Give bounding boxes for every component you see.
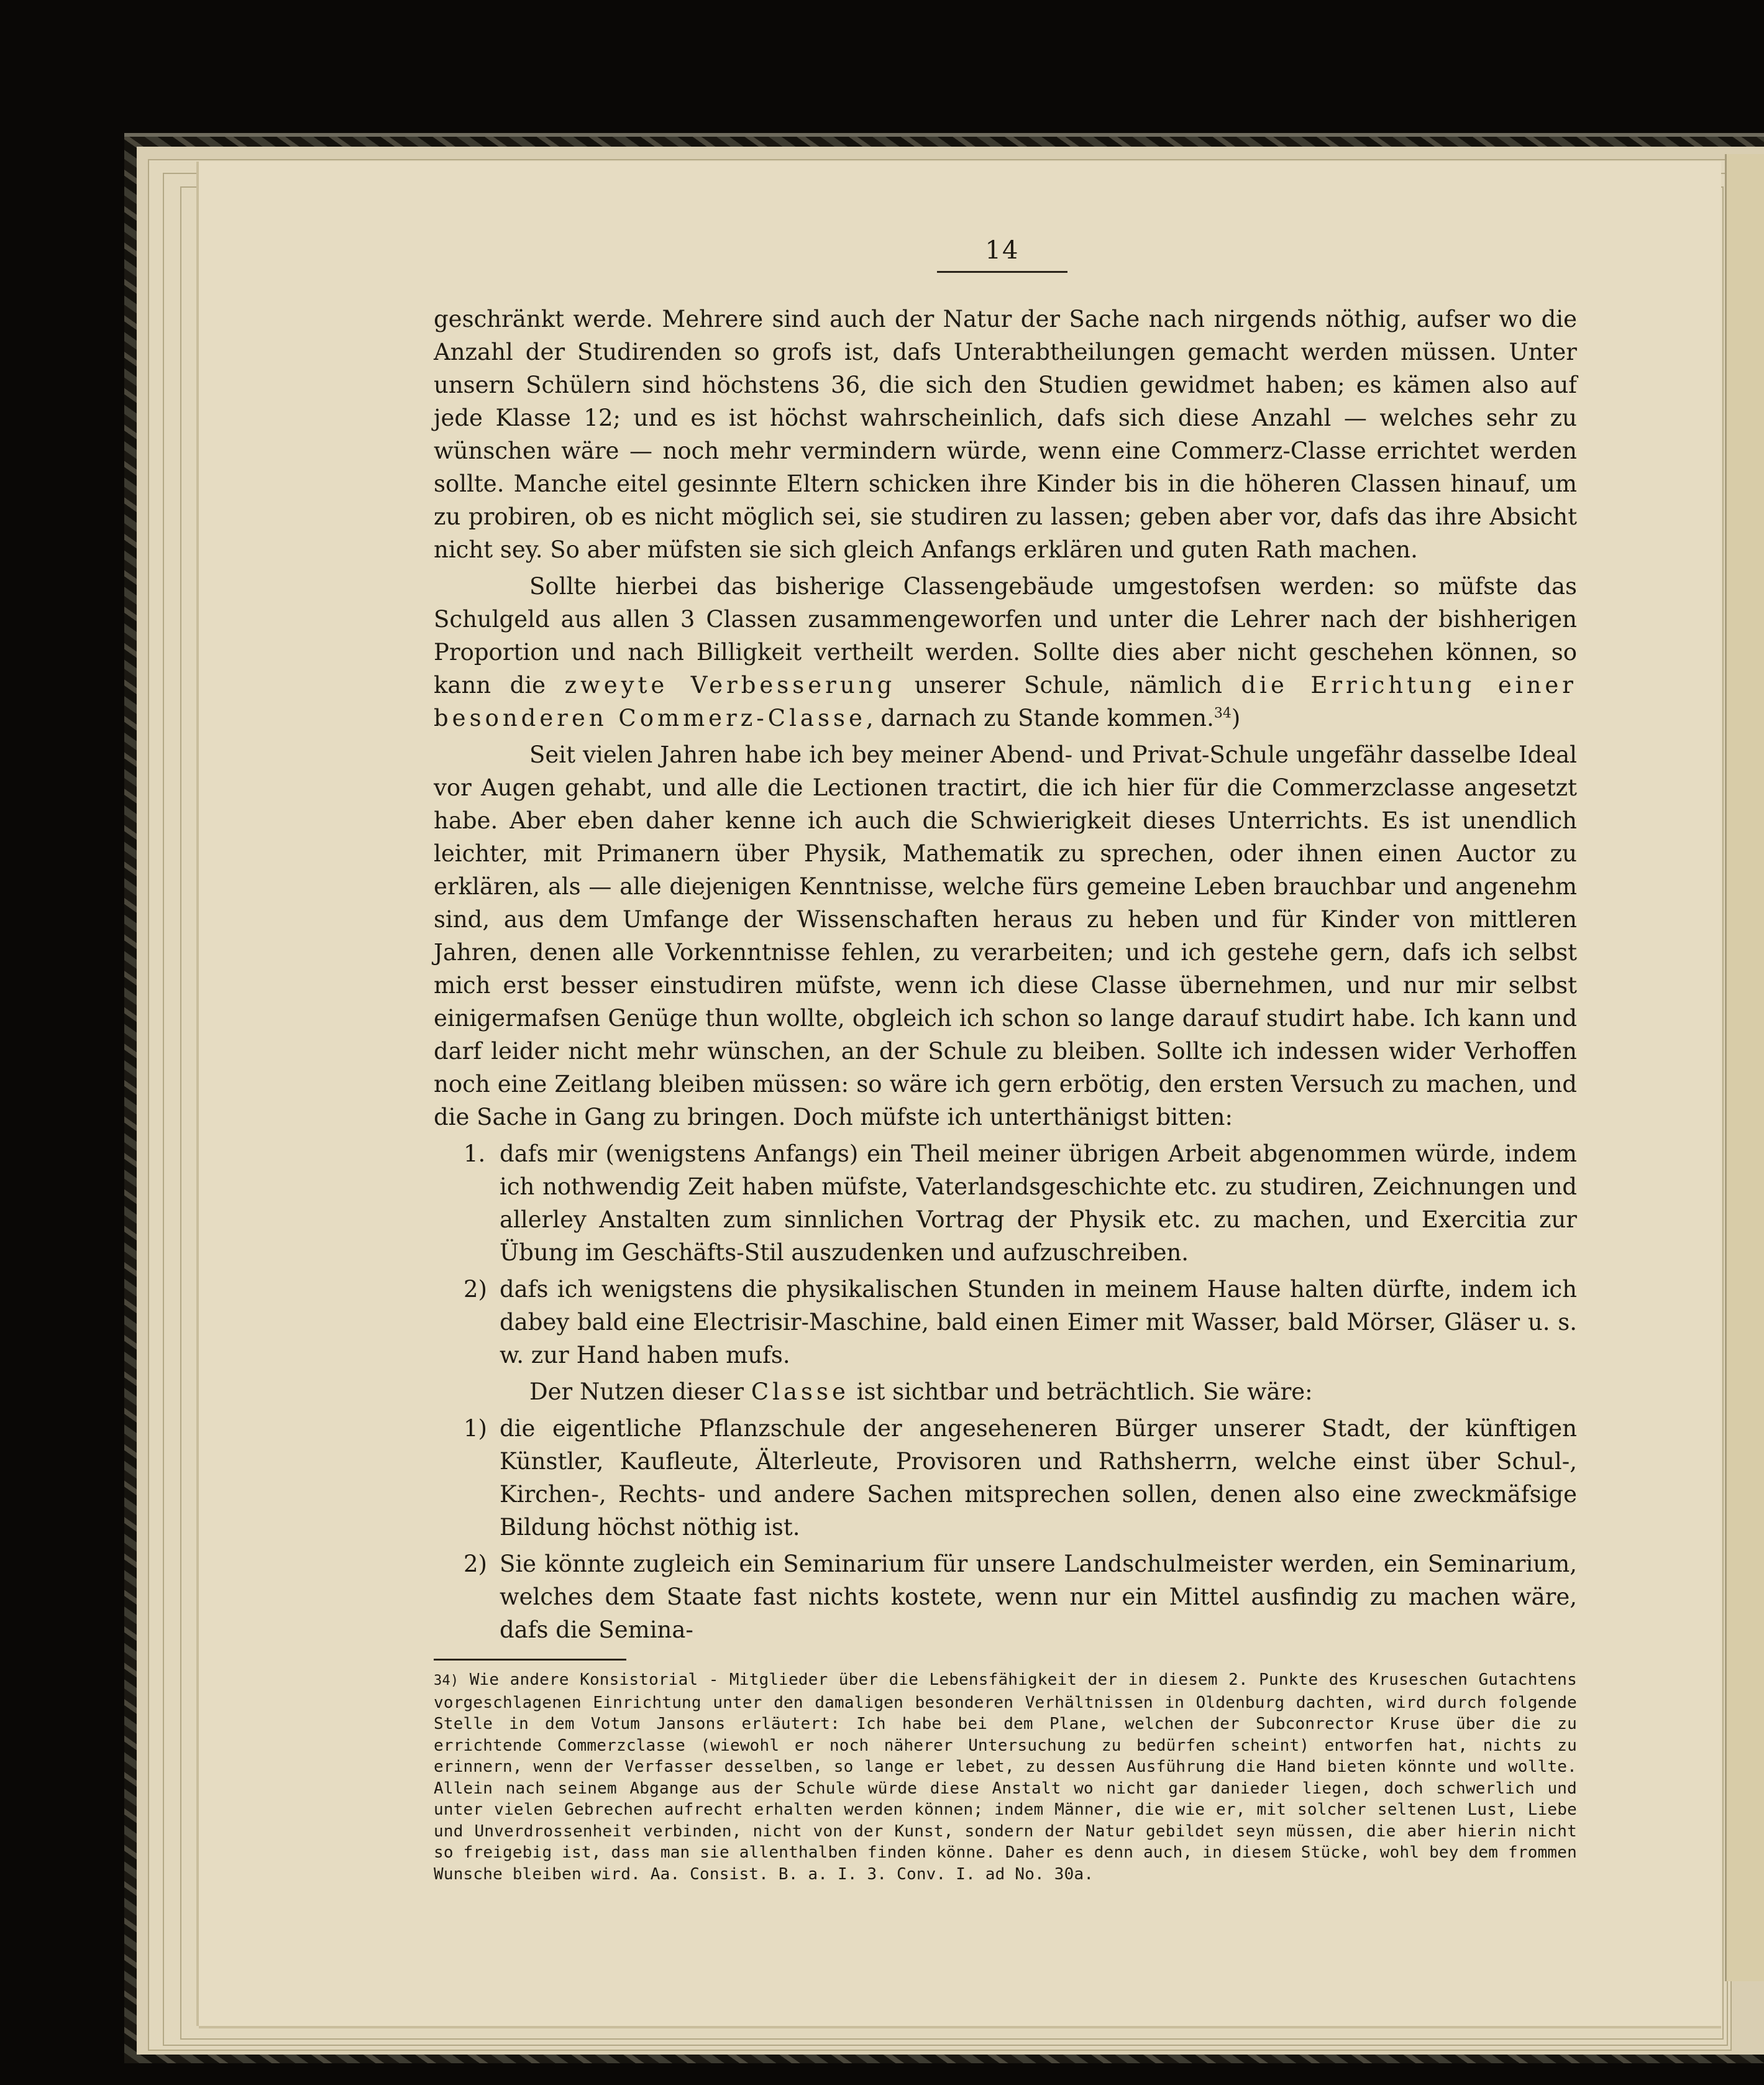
page-content [434,236,1577,1885]
list-item [434,1547,1577,1646]
paragraph-nutzen: Der Nutzen dieser Classe ist sichtbar und beträchtlich. Sie wäre: [529,1378,1313,1405]
list-text: die eigentliche Pflanzschule der angeseheneren Bürger unserer Stadt, der künftigen Künstler, Kaufleute, Älterleute, Provisoren und Rathsherrn, welche einst über Schul-, Kirchen-, Rechts- und andere Sachen mitsprechen sollen, denen also eine zweckmäfsige Bildung höchst nöthig ist. [500,1415,1577,1541]
footnote [434,1669,1577,1885]
spaced-emphasis: die Errichtung einer besonderen Commerz-Classe [434,672,1577,731]
facing-page-edge [1725,154,1764,1981]
list-item [434,1137,1577,1269]
list-text: dafs mir (wenigstens Anfangs) ein Theil meiner übrigen Arbeit abgenommen würde, indem ich nothwendig Zeit haben müfste, Vaterlandsgeschichte etc. zu studiren, Zeichnungen und allerley Anstalten zum sinnlichen Vortrag der Physik etc. zu machen, und Exercitia zur Übung im Geschäfts-Stil auszudenken und aufzuschreiben. [500,1140,1577,1266]
footnote-mark: 34) [434,1673,459,1689]
list-number: 1) [464,1415,487,1442]
spaced-emphasis: Classe [751,1378,849,1405]
footnote-text: Wie andere Konsistorial - Mitglieder über die Lebensfähigkeit der in diesem 2. Punkte des Kruseschen Gutachtens vorgeschlagenen Einrichtung unter den damaligen besonderen Verhältnissen in Oldenburg dachten, wird durch folgende Stelle in dem Votum Jansons erläutert: Ich habe bei dem Plane, welchen der Subconrector Kruse über die zu errichtende Commerzclasse (wiewohl er noch näherer Untersuchung zu bedürfen scheint) entworfen hat, nichts zu erinnern, wenn der Verfasser desselben, so lange er lebet, zu dessen Ausführung die Hand bieten könnte und wollte. Allein nach seinem Abgange aus der Schule würde diese Anstalt wo nicht gar danieder liegen, doch schwerlich und unter vielen Gebrechen aufrecht erhalten werden können; indem Männer, die wie er, mit solcher seltenen Lust, Liebe und Unverdrossenheit verbinden, nicht von der Kunst, sondern der Natur gebildet seyn müssen, die aber hierin nicht so freigebig ist, dass man sie allenthalben finden könne. Daher es denn auch, in diesem Stücke, wohl bey dem frommen Wunsche bleiben wird. Aa. Consist. B. a. I. 3. Conv. I. ad No. 30a. [434,1670,1577,1884]
page-number: 14 [937,236,1067,273]
paragraph-classengebaeude: Sollte hierbei das bisherige Classengebäude umgestofsen werden: so müfste das Schulgeld aus allen 3 Classen zusammengeworfen und unter die Lehrer nach der bishherigen Proportion und nach Billigkeit vertheilt werden. Sollte dies aber nicht geschehen können, so kann die zweyte Verbesserung unserer Schule, nämlich die Errichtung einer besonderen Commerz-Classe, darnach zu Stande kommen.$^{34}$) [434,573,1577,731]
list-text: Sie könnte zugleich ein Seminarium für unsere Landschulmeister werden, ein Seminarium, welches dem Staate fast nichts kostete, wenn nur ein Mittel ausfindig zu machen wäre, dafs die Semina- [500,1551,1577,1643]
list-number: 2) [464,1551,487,1577]
list-number: 1. [464,1140,486,1167]
footnote-divider [434,1659,626,1661]
footnote-reference: 34 [1213,705,1232,722]
list-item [434,1273,1577,1372]
list-text: dafs ich wenigstens die physikalischen Stunden in meinem Hause halten dürfte, indem ich dabey bald eine Electrisir-Maschine, bald einen Eimer mit Wasser, bald Mörser, Gläser u. s. w. zur Hand haben mufs. [500,1276,1577,1368]
spaced-emphasis: zweyte Verbesserung [564,672,896,699]
paragraph-abendschule: Seit vielen Jahren habe ich bey meiner Abend- und Privat-Schule ungefähr dasselbe Ideal vor Augen gehabt, und alle die Lectionen tractirt, die ich hier für die Commerzclasse angesetzt habe. Aber eben daher kenne ich auch die Schwierigkeit dieses Unterrichts. Es ist unendlich leichter, mit Primanern über Physik, Mathematik zu sprechen, oder ihnen einen Auctor zu erklären, als — alle diejenigen Kenntnisse, welche fürs gemeine Leben brauchbar und angenehm sind, aus dem Umfange der Wissenschaften heraus zu heben und für Kinder von mittleren Jahren, denen alle Vorkenntnisse fehlen, zu verarbeiten; und ich gestehe gern, dafs ich selbst mich erst besser einstudiren müfste, wenn ich diese Classe übernehmen, und nur mir selbst einigermafsen Genüge thun wollte, obgleich ich schon so lange darauf studirt habe. Ich kann und darf leider nicht mehr wünschen, an der Schule zu bleiben. Sollte ich indessen wider Verhoffen noch eine Zeitlang bleiben müssen: so wäre ich gern erbötig, den ersten Versuch zu machen, und die Sache in Gang zu bringen. Doch müfste ich unterthänigst bitten: [434,741,1577,1130]
paragraph-continuation: geschränkt werde. Mehrere sind auch der Natur der Sache nach nirgends nöthig, aufser wo die Anzahl der Studirenden so grofs ist, dafs Unterabtheilungen gemacht werden müssen. Unter unsern Schülern sind höchstens 36, die sich den Studien gewidmet haben; es kämen also auf jede Klasse 12; und es ist höchst wahrscheinlich, dafs sich diese Anzahl — welches sehr zu wünschen wäre — noch mehr vermindern würde, wenn eine Commerz-Classe errichtet werden sollte. Manche eitel gesinnte Eltern schicken ihre Kinder bis in die höheren Classen hinauf, um zu probiren, ob es nicht möglich sei, sie studiren zu lassen; geben aber vor, dafs das ihre Absicht nicht sey. So aber müfsten sie sich gleich Anfangs erklären und guten Rath machen. [434,306,1577,563]
list-item [434,1412,1577,1544]
list-number: 2) [464,1276,487,1303]
